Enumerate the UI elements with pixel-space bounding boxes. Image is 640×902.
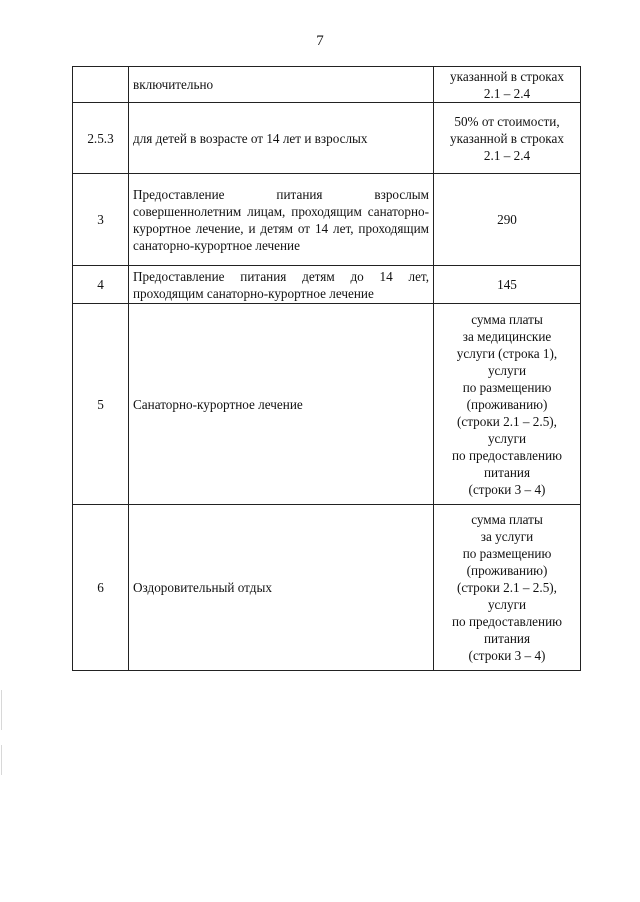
- row-number: 4: [73, 266, 129, 304]
- table-row: [73, 103, 581, 174]
- row-description: Предоставление питания детям до 14 лет, проходящим санаторно-курортное лечение: [129, 266, 434, 304]
- table-row: [73, 304, 581, 505]
- page-number: 7: [316, 33, 324, 49]
- table-row: [73, 505, 581, 671]
- row-description: Санаторно-курортное лечение: [129, 304, 434, 505]
- scan-edge-mark: [1, 745, 2, 775]
- row-value: сумма платы за услуги по размещению (проживанию) (строки 2.1 – 2.5), услуги по предоставлению питания (строки 3 – 4): [434, 505, 581, 671]
- row-description: Предоставление питания взрослым совершеннолетним лицам, проходящим санаторно-курортное лечение, и детям от 14 лет, проходящим санаторно-курортное лечение: [129, 174, 434, 266]
- row-number: 6: [73, 505, 129, 671]
- table-row: [73, 266, 581, 304]
- row-value: 145: [434, 266, 581, 304]
- row-value: указанной в строках 2.1 – 2.4: [434, 67, 581, 103]
- row-description: Оздоровительный отдых: [129, 505, 434, 671]
- row-number: 3: [73, 174, 129, 266]
- row-value: 50% от стоимости, указанной в строках 2.1 – 2.4: [434, 103, 581, 174]
- row-number: 2.5.3: [73, 103, 129, 174]
- row-number: 5: [73, 304, 129, 505]
- row-description: включительно: [129, 67, 434, 103]
- tariff-table: [72, 66, 581, 671]
- row-value: сумма платы за медицинские услуги (строка 1), услуги по размещению (проживанию) (строки 2.1 – 2.5), услуги по предоставлению питания (строки 3 – 4): [434, 304, 581, 505]
- row-description: для детей в возрасте от 14 лет и взрослых: [129, 103, 434, 174]
- row-value: 290: [434, 174, 581, 266]
- table-row: [73, 174, 581, 266]
- table-row: [73, 67, 581, 103]
- row-number: [73, 67, 129, 103]
- scan-edge-mark: [1, 690, 2, 730]
